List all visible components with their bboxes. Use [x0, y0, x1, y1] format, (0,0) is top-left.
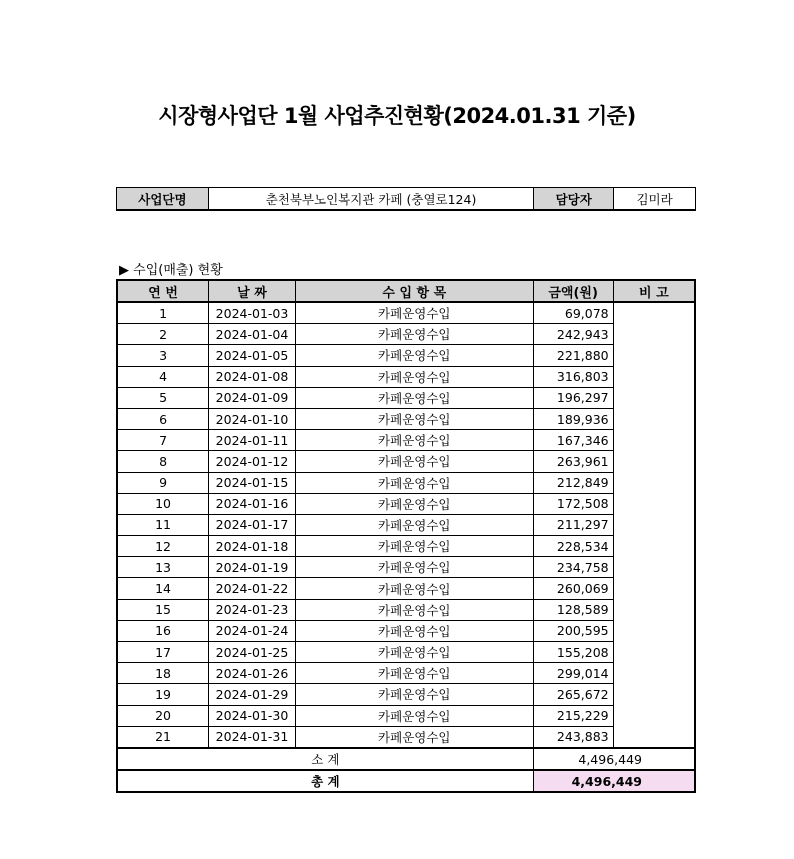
row-amount: 155,208 [533, 642, 613, 663]
table-row [117, 366, 695, 387]
row-no: 18 [117, 663, 209, 684]
table-body [117, 302, 695, 748]
row-amount: 299,014 [533, 663, 613, 684]
table-row [117, 345, 695, 366]
row-date: 2024-01-19 [209, 557, 296, 578]
row-date: 2024-01-11 [209, 430, 296, 451]
row-no: 16 [117, 620, 209, 641]
row-amount: 228,534 [533, 536, 613, 557]
row-item: 카페운영수입 [295, 387, 533, 408]
table-header-row [117, 280, 695, 302]
table-row [117, 387, 695, 408]
row-note [613, 302, 695, 748]
row-item: 카페운영수입 [295, 536, 533, 557]
row-item: 카페운영수입 [295, 408, 533, 429]
row-amount: 196,297 [533, 387, 613, 408]
total-row [117, 770, 695, 792]
row-item: 카페운영수입 [295, 430, 533, 451]
row-item: 카페운영수입 [295, 599, 533, 620]
row-no: 17 [117, 642, 209, 663]
row-date: 2024-01-03 [209, 302, 296, 324]
row-date: 2024-01-26 [209, 663, 296, 684]
row-amount: 211,297 [533, 514, 613, 535]
row-item: 카페운영수입 [295, 366, 533, 387]
section-title: ▶ 수입(매출) 현황 [119, 263, 223, 278]
subtotal-label: 소 계 [117, 748, 533, 770]
subtotal-value: 4,496,449 [533, 748, 695, 770]
row-amount: 234,758 [533, 557, 613, 578]
row-date: 2024-01-09 [209, 387, 296, 408]
header-note: 비 고 [613, 280, 695, 302]
row-date: 2024-01-23 [209, 599, 296, 620]
row-item: 카페운영수입 [295, 324, 533, 345]
org-value: 춘천북부노인복지관 카페 (충열로124) [208, 188, 533, 211]
row-amount: 69,078 [533, 302, 613, 324]
row-no: 14 [117, 578, 209, 599]
row-no: 3 [117, 345, 209, 366]
row-date: 2024-01-15 [209, 472, 296, 493]
row-item: 카페운영수입 [295, 642, 533, 663]
table-row [117, 578, 695, 599]
row-no: 10 [117, 493, 209, 514]
row-date: 2024-01-05 [209, 345, 296, 366]
row-date: 2024-01-08 [209, 366, 296, 387]
row-no: 9 [117, 472, 209, 493]
row-no: 12 [117, 536, 209, 557]
page-title: 시장형사업단 1월 사업추진현황(2024.01.31 기준) [158, 104, 636, 128]
row-amount: 265,672 [533, 684, 613, 705]
row-no: 15 [117, 599, 209, 620]
table-row [117, 493, 695, 514]
manager-value: 김미라 [614, 188, 696, 211]
row-amount: 260,069 [533, 578, 613, 599]
row-date: 2024-01-24 [209, 620, 296, 641]
revenue-table [116, 279, 696, 793]
header-amount: 금액(원) [533, 280, 613, 302]
table-row [117, 451, 695, 472]
table-row [117, 514, 695, 535]
row-date: 2024-01-16 [209, 493, 296, 514]
row-item: 카페운영수입 [295, 557, 533, 578]
row-item: 카페운영수입 [295, 620, 533, 641]
row-no: 7 [117, 430, 209, 451]
header-no: 연 번 [117, 280, 209, 302]
row-no: 2 [117, 324, 209, 345]
row-no: 20 [117, 705, 209, 726]
header-item: 수 입 항 목 [295, 280, 533, 302]
table-row [117, 302, 695, 324]
row-date: 2024-01-10 [209, 408, 296, 429]
table-row [117, 324, 695, 345]
manager-label: 담당자 [534, 188, 614, 211]
total-value: 4,496,449 [533, 770, 695, 792]
table-row [117, 705, 695, 726]
table-row [117, 620, 695, 641]
row-amount: 172,508 [533, 493, 613, 514]
row-item: 카페운영수입 [295, 663, 533, 684]
row-no: 6 [117, 408, 209, 429]
table-row [117, 663, 695, 684]
row-no: 21 [117, 726, 209, 748]
row-date: 2024-01-12 [209, 451, 296, 472]
total-label: 총 계 [117, 770, 533, 792]
row-no: 13 [117, 557, 209, 578]
row-date: 2024-01-29 [209, 684, 296, 705]
table-row [117, 557, 695, 578]
row-date: 2024-01-17 [209, 514, 296, 535]
row-no: 8 [117, 451, 209, 472]
row-item: 카페운영수입 [295, 493, 533, 514]
row-amount: 167,346 [533, 430, 613, 451]
row-no: 11 [117, 514, 209, 535]
org-label: 사업단명 [117, 188, 209, 211]
row-amount: 243,883 [533, 726, 613, 748]
info-table [116, 187, 696, 211]
row-item: 카페운영수입 [295, 472, 533, 493]
row-no: 1 [117, 302, 209, 324]
header-date: 날 짜 [209, 280, 296, 302]
row-amount: 212,849 [533, 472, 613, 493]
row-no: 4 [117, 366, 209, 387]
row-amount: 316,803 [533, 366, 613, 387]
row-item: 카페운영수입 [295, 684, 533, 705]
row-amount: 128,589 [533, 599, 613, 620]
table-row [117, 599, 695, 620]
row-item: 카페운영수입 [295, 345, 533, 366]
row-amount: 263,961 [533, 451, 613, 472]
table-row [117, 430, 695, 451]
row-item: 카페운영수입 [295, 726, 533, 748]
row-item: 카페운영수입 [295, 514, 533, 535]
row-item: 카페운영수입 [295, 705, 533, 726]
table-row [117, 684, 695, 705]
row-date: 2024-01-18 [209, 536, 296, 557]
table-row [117, 472, 695, 493]
row-no: 19 [117, 684, 209, 705]
table-row [117, 726, 695, 748]
row-item: 카페운영수입 [295, 451, 533, 472]
row-date: 2024-01-25 [209, 642, 296, 663]
row-date: 2024-01-22 [209, 578, 296, 599]
row-amount: 221,880 [533, 345, 613, 366]
row-amount: 242,943 [533, 324, 613, 345]
row-date: 2024-01-30 [209, 705, 296, 726]
row-item: 카페운영수입 [295, 578, 533, 599]
row-no: 5 [117, 387, 209, 408]
row-amount: 200,595 [533, 620, 613, 641]
row-amount: 215,229 [533, 705, 613, 726]
row-item: 카페운영수입 [295, 302, 533, 324]
table-row [117, 408, 695, 429]
subtotal-row [117, 748, 695, 770]
table-row [117, 642, 695, 663]
row-date: 2024-01-04 [209, 324, 296, 345]
row-amount: 189,936 [533, 408, 613, 429]
table-row [117, 536, 695, 557]
row-date: 2024-01-31 [209, 726, 296, 748]
